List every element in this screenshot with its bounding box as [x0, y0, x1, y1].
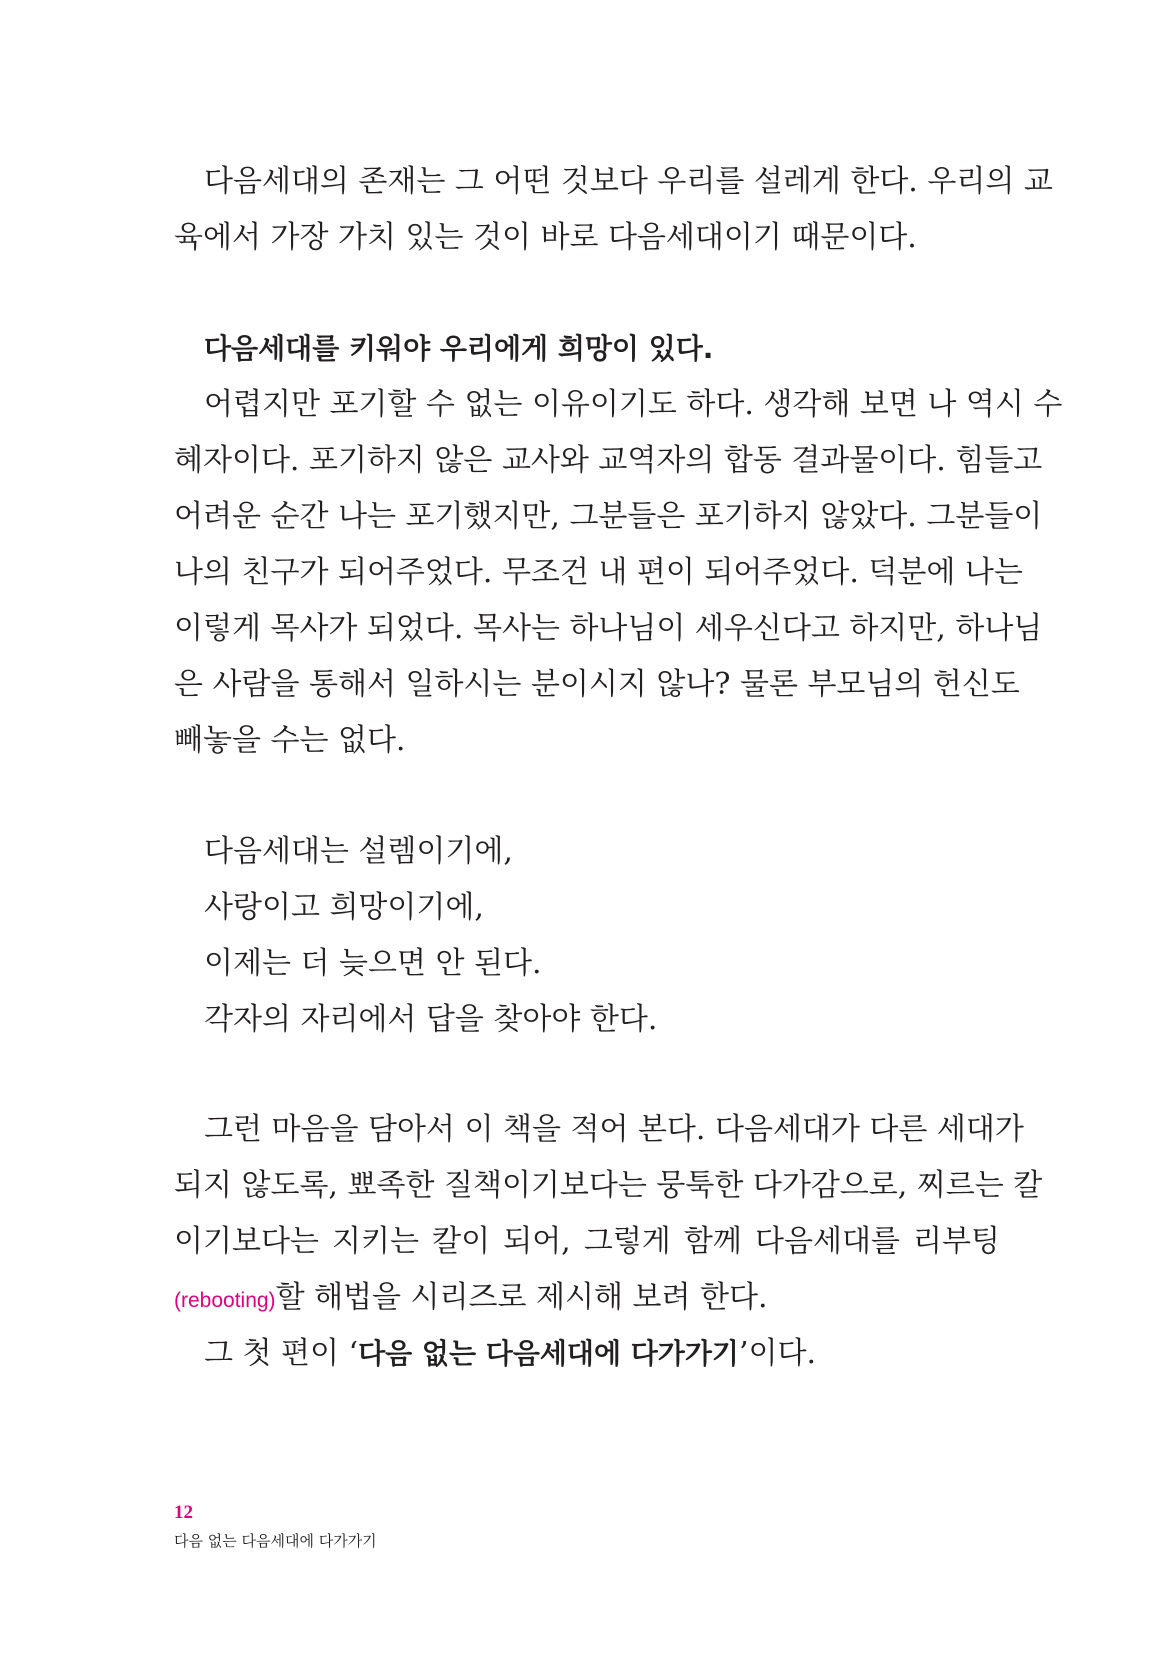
section-heading: 다음세대를 키워야 우리에게 희망이 있다.: [204, 332, 714, 365]
verse-line-3: 이제는 더 늦으면 안 된다.: [204, 946, 542, 981]
paragraph-3-line-4: [174, 1278, 1000, 1318]
closing-line: [174, 1334, 1000, 1374]
paragraph-2-line-1: 어렵지만 포기할 수 없는 이유이기도 하다. 생각해 보면 나 역시 수: [204, 387, 1063, 422]
paragraph-2-line-2: 혜자이다. 포기하지 않은 교사와 교역자의 합동 결과물이다. 힘들고: [174, 443, 1043, 478]
paragraph-1-line-1: 다음세대의 존재는 그 어떤 것보다 우리를 설레게 한다. 우리의 교: [204, 164, 1053, 199]
paragraph-2-line-3: 어려운 순간 나는 포기했지만, 그분들은 포기하지 않았다. 그분들이: [174, 499, 1043, 534]
paragraph-2-line-5: 이렇게 목사가 되었다. 목사는 하나님이 세우신다고 하지만, 하나님: [174, 611, 1043, 646]
paragraph-1-line-2: 육에서 가장 가치 있는 것이 바로 다음세대이기 때문이다.: [174, 220, 917, 255]
verse-line-4: 각자의 자리에서 답을 찾아야 한다.: [204, 1002, 658, 1037]
paragraph-2-line-4: 나의 친구가 되어주었다. 무조건 내 편이 되어주었다. 덕분에 나는: [174, 555, 1023, 590]
closing-prefix: 그 첫 편이 ‘: [204, 1336, 359, 1371]
paragraph-3-line-2: 되지 않도록, 뾰족한 질책이기보다는 뭉툭한 다가감으로, 찌르는 칼: [174, 1168, 1043, 1203]
paragraph-3-line-4-text: 할 해법을 시리즈로 제시해 보려 한다.: [275, 1280, 768, 1315]
paragraph-2-line-7: 빼놓을 수는 없다.: [174, 723, 406, 758]
verse-line-2: 사랑이고 희망이기에,: [204, 890, 484, 925]
book-title: 다음 없는 다음세대에 다가가기: [358, 1337, 739, 1370]
paragraph-3-line-3: 이기보다는 지키는 칼이 되어, 그렇게 함께 다음세대를 리부팅: [174, 1224, 1000, 1259]
paragraph-2-line-6: 은 사람을 통해서 일하시는 분이시지 않나? 물론 부모님의 헌신도: [174, 667, 1020, 702]
closing-suffix: ’이다.: [738, 1336, 816, 1371]
page-number: 12: [174, 1502, 193, 1523]
running-head: 다음 없는 다음세대에 다가가기: [174, 1532, 377, 1550]
paragraph-3-line-1: 그런 마음을 담아서 이 책을 적어 본다. 다음세대가 다른 세대가: [204, 1112, 1024, 1147]
verse-line-1: 다음세대는 설렘이기에,: [204, 834, 513, 869]
rebooting-term: (rebooting): [174, 1289, 276, 1312]
